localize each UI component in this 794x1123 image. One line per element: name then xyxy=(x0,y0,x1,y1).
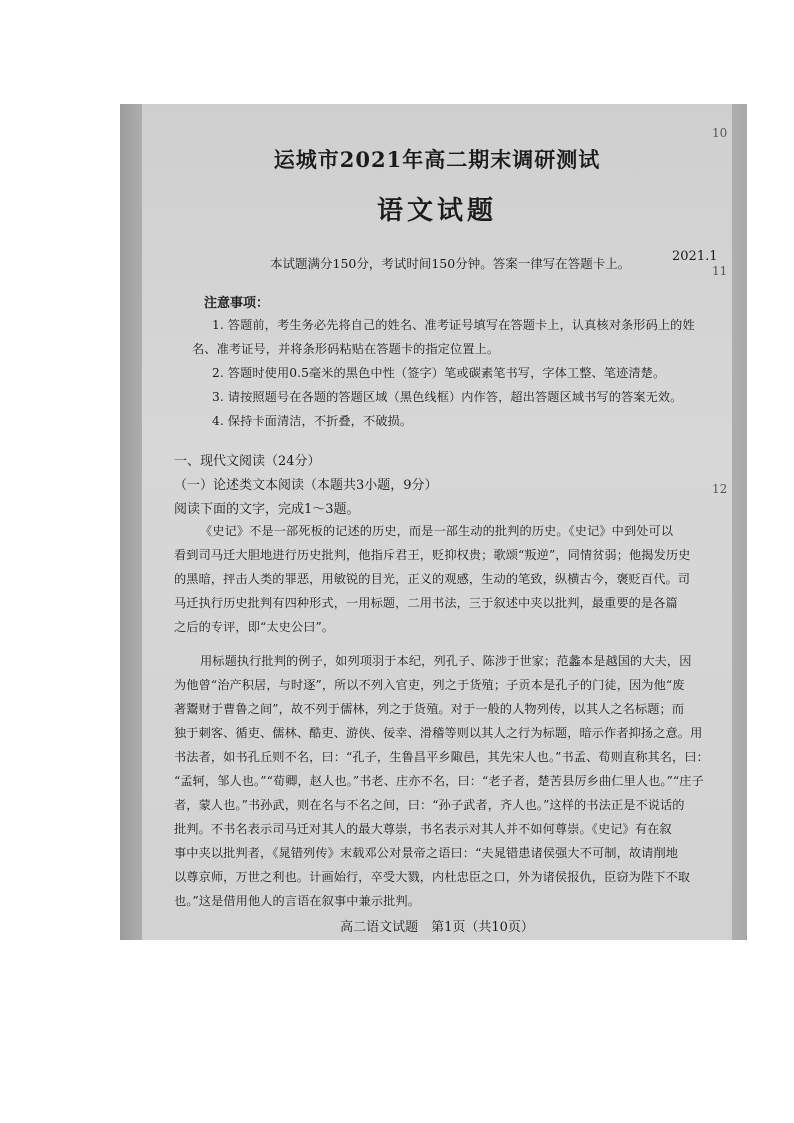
notice-heading: 注意事项： xyxy=(204,296,270,311)
passage-line: 之后的专评，即“太史公曰”。 xyxy=(174,620,335,634)
passage-line: 马迁执行历史批判有四种形式，一用标题，二用书法，三于叙述中夹以批判，最重要的是各篇 xyxy=(174,596,678,610)
bleed-through-number: 10 xyxy=(712,126,728,140)
page-footer: 高二语文试题 第1页（共10页） xyxy=(340,920,534,935)
bleed-through-number: 11 xyxy=(712,264,728,278)
passage-line: 为他曾“治产积居，与时逐”，所以不列入官吏，列之于货殖；子贡本是孔子的门徒，因为他“废 xyxy=(174,678,685,692)
passage-line: 也。”这是借用他人的言语在叙事中兼示批判。 xyxy=(174,894,420,908)
subsection-heading: （一）论述类文本阅读（本题共3小题，9分） xyxy=(174,478,438,493)
exam-page xyxy=(142,104,732,940)
passage-line: 著鬻财于曹鲁之间”，故不列于儒林，列之于货殖。对于一般的人物列传，以其人之名标题；而 xyxy=(174,702,685,716)
passage-line: 用标题执行批判的例子，如列项羽于本纪，列孔子、陈涉于世家；范蠡本是越国的大夫，因 xyxy=(200,654,692,668)
exam-intro: 本试题满分150分，考试时间150分钟。答案一律写在答题卡上。 xyxy=(270,256,631,271)
notice-item-2: 2. 答题时使用0.5毫米的黑色中性（签字）笔或碳素笔书写，字体工整、笔迹清楚。 xyxy=(212,366,666,380)
passage-line: “孟轲，邹人也。”“荀卿，赵人也。”书老、庄亦不名，曰：“老子者，楚苦县厉乡曲仁里人也。”“庄子 xyxy=(174,774,704,788)
section-heading: 一、现代文阅读（24分） xyxy=(174,454,321,469)
passage-line: 批判。不书名表示司马迁对其人的最大尊崇，书名表示对其人并不如何尊崇。《史记》有在叙 xyxy=(174,822,672,836)
exam-title: 运城市2021年高二期末调研测试 xyxy=(273,147,601,172)
notice-item-1-line-1: 1. 答题前，考生务必先将自己的姓名、准考证号填写在答题卡上，认真核对条形码上的姓 xyxy=(212,318,695,332)
notice-item-1-line-2: 名、准考证号，并将条形码粘贴在答题卡的指定位置上。 xyxy=(192,342,500,356)
notice-item-3: 3. 请按照题号在各题的答题区域（黑色线框）内作答，超出答题区域书写的答案无效。 xyxy=(212,390,683,404)
passage-line: 事中夹以批判者，《晁错列传》末载邓公对景帝之语曰：“夫晁错患诸侯强大不可制，故请削地 xyxy=(174,846,679,860)
passage-line: 以尊京师，万世之利也。计画始行，卒受大戮，内杜忠臣之口，外为诸侯报仇，臣窃为陛下不取 xyxy=(174,870,691,884)
passage-line: 的黑暗，抨击人类的罪恶，用敏锐的目光，正义的观感，生动的笔致，纵横古今，褒贬百代。司 xyxy=(174,572,691,586)
exam-date: 2021.1 xyxy=(672,249,718,264)
notice-item-4: 4. 保持卡面清洁，不折叠，不破损。 xyxy=(212,414,413,428)
passage-line: 书法者，如书孔丘则不名，曰：“孔子，生鲁昌平乡陬邑，其先宋人也。”书孟、荀则直称其名，曰： xyxy=(174,750,709,764)
passage-line: 独于刺客、循吏、儒林、酷吏、游侠、佞幸、滑稽等则以其人之行为标题，暗示作者抑扬之意。用 xyxy=(174,726,703,740)
reading-instruction: 阅读下面的文字，完成1～3题。 xyxy=(174,502,360,517)
document-photo xyxy=(120,104,747,940)
subject-title: 语文试题 xyxy=(376,196,497,226)
passage-line: 看到司马迁大胆地进行历史批判，他指斥君王，贬抑权贵；歌颂“叛逆”，同情贫弱；他揭发历史 xyxy=(174,548,691,562)
bleed-through-number: 12 xyxy=(712,482,728,496)
passage-line: 《史记》不是一部死板的记述的历史，而是一部生动的批判的历史。《史记》中到处可以 xyxy=(200,524,674,538)
passage-line: 者，蒙人也。”书孙武，则在名与不名之间，曰：“孙子武者，齐人也。”这样的书法正是不说话的 xyxy=(174,798,685,812)
